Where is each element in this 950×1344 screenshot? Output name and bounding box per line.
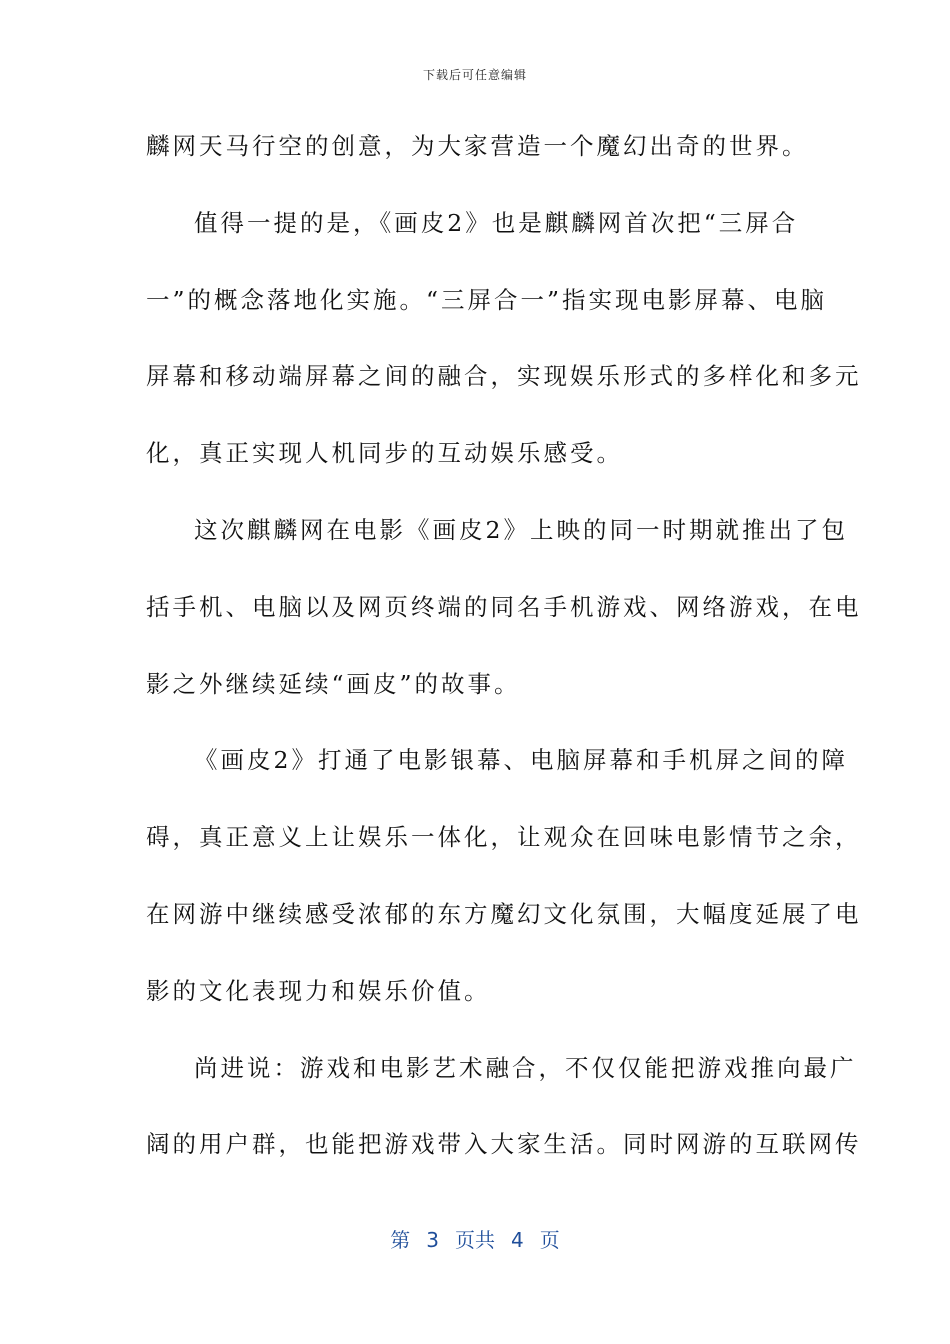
text-line-8: 影之外继续延续“画皮”的故事。: [146, 669, 521, 698]
footer-suffix: 页: [539, 1228, 560, 1252]
footer-total-pages: 4: [511, 1228, 524, 1252]
document-body: [146, 120, 862, 1195]
text-line-13: 尚进说：游戏和电影艺术融合，不仅仅能把游戏推向最广: [194, 1053, 857, 1082]
text-line-1: 麟网天马行空的创意，为大家营造一个魔幻出奇的世界。: [146, 132, 809, 160]
text-line-2: 值得一提的是，《画皮2》也是麒麟网首次把“三屏合: [194, 208, 799, 237]
text-line-14: 阔的用户群，也能把游戏带入大家生活。同时网游的互联网传: [146, 1130, 862, 1159]
text-line-7: 括手机、电脑以及网页终端的同名手机游戏、网络游戏，在电: [146, 592, 862, 621]
footer-prefix: 第: [390, 1228, 411, 1252]
text-line-11: 在网游中继续感受浓郁的东方魔幻文化氛围，大幅度延展了电: [146, 899, 862, 928]
text-line-12: 影的文化表现力和娱乐价值。: [146, 976, 491, 1005]
text-line-9: 《画皮2》打通了电影银幕、电脑屏幕和手机屏之间的障: [194, 746, 848, 775]
footer-page-number: 3: [426, 1228, 439, 1252]
text-line-5: 化，真正实现人机同步的互动娱乐感受。: [146, 439, 623, 468]
page-header: 下载后可任意编辑: [422, 68, 527, 82]
footer-middle: 页共: [455, 1228, 495, 1252]
text-line-4: 屏幕和移动端屏幕之间的融合，实现娱乐形式的多样化和多元: [146, 362, 862, 391]
text-line-6: 这次麒麟网在电影《画皮2》上映的同一时期就推出了包: [194, 515, 848, 544]
text-line-10: 碍，真正意义上让娱乐一体化，让观众在回味电影情节之余，: [146, 823, 862, 852]
page-footer: [0, 1224, 950, 1253]
text-line-3: 一”的概念落地化实施。“三屏合一”指实现电影屏幕、电脑: [146, 285, 828, 314]
